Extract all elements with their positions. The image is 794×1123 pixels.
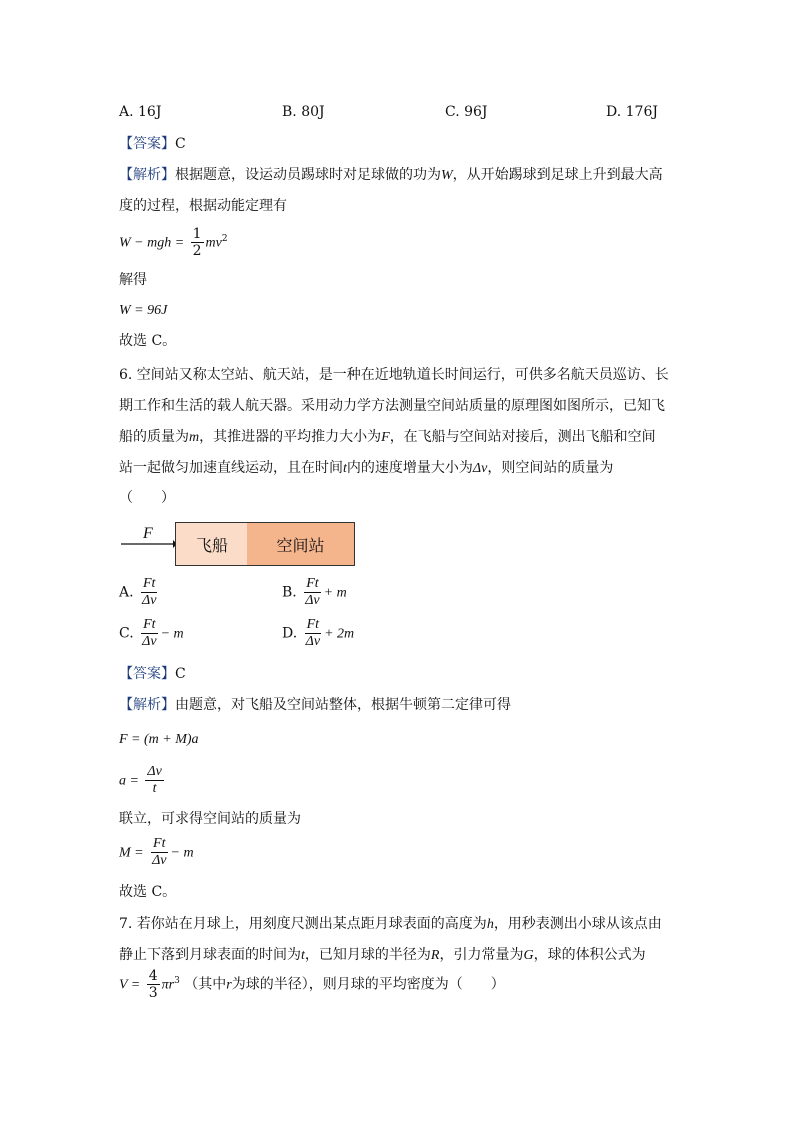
q7-stem-line-1 — [119, 914, 662, 935]
q6-answer — [119, 664, 186, 684]
q6-option-b — [282, 576, 347, 609]
spaceship-box: 飞船 — [175, 522, 249, 566]
q6-option-a — [119, 576, 160, 609]
option-a: A. 16J — [119, 104, 162, 120]
q6-conclusion: 故选 C。 — [119, 884, 177, 900]
eq-right: mv — [205, 235, 222, 251]
text: 内的速度增量大小为 — [346, 460, 473, 476]
denominator: Δv — [152, 853, 167, 868]
q6-equation-1: F = (m + M)a — [119, 732, 199, 747]
q6-equation-3 — [119, 836, 194, 869]
eq-left: M = — [119, 845, 144, 861]
text: ，引力常量为 — [439, 947, 524, 963]
q6-stem-line-4 — [119, 458, 613, 479]
q5-answer — [119, 134, 186, 154]
option-c: C. 96J — [445, 104, 488, 120]
var-dv: Δv — [472, 461, 488, 476]
eq-left: V = — [119, 977, 141, 993]
var-r: r — [226, 977, 232, 993]
q6-combine: 联立，可求得空间站的质量为 — [119, 811, 301, 827]
fraction — [304, 617, 322, 650]
text: ，在飞船与空间站对接后，测出飞船和空间 — [389, 429, 656, 445]
numerator: Ft — [153, 836, 166, 851]
numerator: 4 — [148, 968, 158, 984]
q6-stem-line-1: 6. 空间站又称太空站、航天站，是一种在近地轨道长时间运行，可供多名航天员巡访、长 — [119, 367, 669, 383]
option-letter: D. — [282, 625, 298, 642]
text: 站一起做匀加速直线运动，且在时间 — [119, 460, 343, 476]
analysis-text: 根据题意，设运动员踢球时对足球做的功为 — [175, 167, 441, 183]
superscript: 3 — [174, 975, 180, 986]
q6-equation-2 — [119, 764, 166, 797]
text: （其中 — [184, 976, 227, 993]
q5-solve-label: 解得 — [119, 272, 147, 288]
option-b: B. 80J — [282, 104, 325, 120]
text: 7. 若你站在月球上，用刻度尺测出某点距月球表面的高度为 — [119, 916, 487, 932]
text: 船的质量为 — [119, 429, 189, 445]
option-letter: B. — [282, 584, 297, 601]
eq-left: a = — [119, 773, 139, 789]
text: 静止下落到月球表面的时间为 — [119, 947, 301, 963]
analysis-tag: 【解析】 — [119, 697, 175, 713]
denominator: t — [152, 781, 157, 796]
var-g: G — [523, 948, 534, 963]
eq-right: πr — [161, 977, 175, 993]
numerator: Ft — [306, 617, 320, 632]
superscript: 2 — [221, 233, 228, 244]
q6-option-d — [282, 617, 354, 650]
analysis-text: 由题意，对飞船及空间站整体，根据牛顿第二定律可得 — [175, 697, 511, 713]
denominator: Δv — [305, 634, 321, 649]
q5-analysis-line-1 — [119, 165, 663, 186]
q5-equation-1 — [119, 226, 228, 259]
analysis-text: ，从开始踢球到足球上升到最大高 — [452, 167, 663, 183]
denominator: Δv — [305, 593, 320, 608]
var-f: F — [381, 430, 390, 445]
eq-right: − m — [170, 845, 194, 861]
numerator: Δv — [147, 764, 162, 779]
q6-option-c — [119, 617, 184, 650]
q6-stem-line-3 — [119, 427, 656, 448]
option-d: D. 176J — [606, 104, 658, 120]
text: 为球的半径），则月球的平均密度为（ ） — [231, 976, 505, 993]
text: ，用秒表测出小球从该点由 — [493, 916, 662, 932]
answer-value: C — [175, 666, 186, 682]
var-h: h — [486, 917, 494, 932]
denominator: 3 — [148, 985, 158, 1001]
var-t: t — [343, 461, 347, 476]
fraction — [145, 764, 163, 797]
force-label: F — [143, 525, 153, 542]
q5-analysis-line-2: 度的过程，根据动能定理有 — [119, 198, 287, 214]
force-arrow-icon — [121, 538, 177, 550]
option-letter: C. — [119, 625, 134, 642]
fraction — [303, 576, 321, 609]
space-station-box: 空间站 — [247, 522, 355, 566]
option-letter: A. — [119, 584, 134, 601]
text: ，球的体积公式为 — [533, 947, 646, 963]
numerator: Ft — [306, 576, 319, 591]
option-tail: + m — [323, 585, 347, 601]
denominator: Δv — [142, 634, 157, 649]
answer-value: C — [175, 136, 186, 152]
fraction — [191, 226, 204, 259]
var-m: m — [189, 430, 200, 445]
q6-paren: （ ） — [119, 490, 175, 506]
numerator: Ft — [143, 576, 156, 591]
numerator: 1 — [192, 226, 202, 242]
var-t: t — [301, 948, 305, 963]
denominator: Δv — [142, 593, 157, 608]
fraction — [140, 617, 158, 650]
text: ，其推进器的平均推力大小为 — [199, 429, 382, 445]
answer-tag: 【答案】 — [119, 136, 175, 152]
q6-analysis-line-1 — [119, 695, 511, 715]
q5-equation-2: W = 96J — [119, 303, 168, 318]
text: ，则空间站的质量为 — [487, 460, 614, 476]
fraction — [147, 968, 160, 1001]
fraction — [140, 576, 158, 609]
analysis-tag: 【解析】 — [119, 167, 175, 183]
fraction — [150, 836, 168, 869]
q5-conclusion: 故选 C。 — [119, 333, 177, 349]
denominator: 2 — [192, 243, 202, 259]
q6-stem-line-2: 期工作和生活的载人航天器。采用动力学方法测量空间站质量的原理图如图所示，已知飞 — [119, 398, 665, 414]
answer-tag: 【答案】 — [119, 666, 175, 682]
q7-stem-line-2 — [119, 945, 646, 966]
var-w: W — [441, 168, 453, 183]
q7-stem-line-3 — [119, 968, 505, 1001]
numerator: Ft — [143, 617, 156, 632]
text: ，已知月球的半径为 — [304, 947, 431, 963]
var-r: R — [430, 948, 440, 963]
option-tail: − m — [160, 626, 184, 642]
eq-left: W − mgh = — [119, 235, 185, 251]
option-tail: + 2m — [324, 626, 355, 642]
